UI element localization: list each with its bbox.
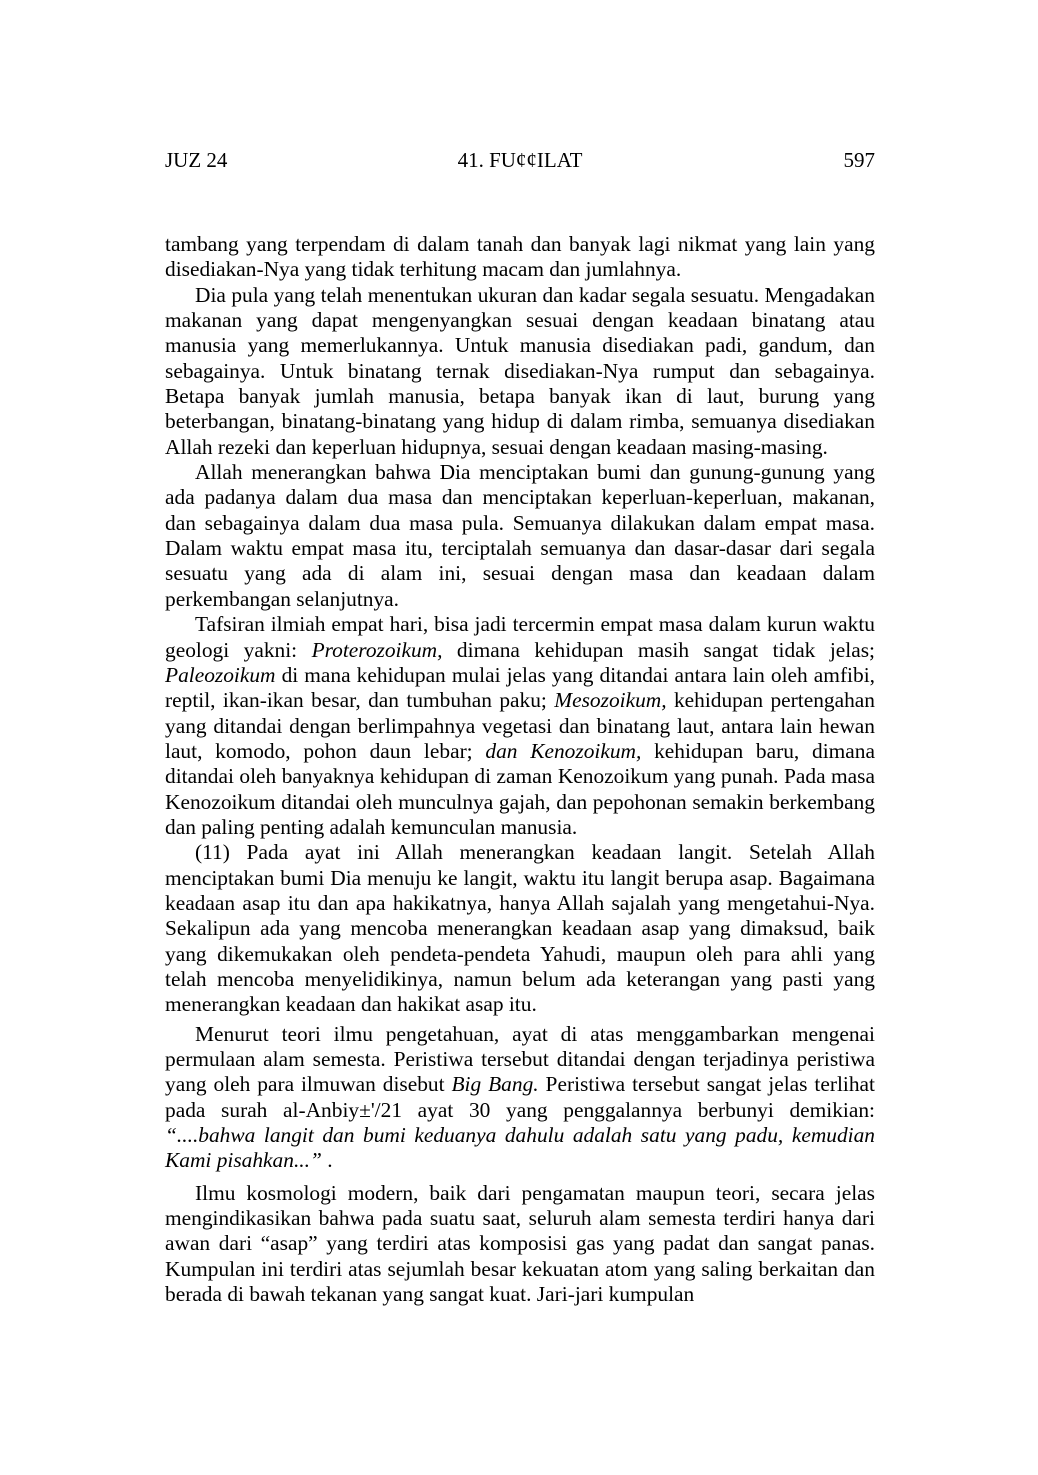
term-paleozoikum: Paleozoikum bbox=[165, 662, 276, 687]
term-proterozoikum: Proterozoikum, bbox=[311, 637, 443, 662]
term-kenozoikum: dan Kenozoikum, bbox=[485, 738, 642, 763]
paragraph-3: Allah menerangkan bahwa Dia menciptakan bumi dan gunung-gunung yang ada padanya dalam dua masa dan menciptakan keperluan-keperluan, makanan, dan sebagainya dalam dua masa pula. Semuanya dilakukan dalam empat masa. Dalam waktu empat masa itu, terciptalah semuanya dan dasar-dasar dari segala sesuatu yang ada di alam ini, sesuai dengan masa dan keadaan dalam perkembangan selanjutnya. bbox=[165, 460, 875, 611]
paragraph-5: (11) Pada ayat ini Allah menerangkan keadaan langit. Setelah Allah menciptakan bumi Dia menuju ke langit, waktu itu langit berupa asap. Bagaimana keadaan asap itu dan apa hakikatnya, hanya Allah sajalah yang mengetahui-Nya. Sekalipun ada yang mencoba menerangkan keadaan asap yang dimaksud, baik yang dikemukakan oleh pendeta-pendeta Yahudi, maupun oleh para ahli yang telah mencoba menyelidikinya, namun belum ada keterangan yang pasti yang menerangkan keadaan dan hakikat asap itu. bbox=[165, 840, 875, 1017]
paragraph-2: Dia pula yang telah menentukan ukuran dan kadar segala sesuatu. Mengadakan makanan yang dapat mengenyangkan sesuai dengan keadaan binatang atau manusia yang memerlukannya. Untuk manusia disediakan padi, gandum, dan sebagainya. Untuk binatang ternak disediakan-Nya rumput dan sebagainya. Betapa banyak jumlah manusia, betapa banyak ikan di laut, burung yang beterbangan, binatang-binatang yang hidup di dalam rimba, semuanya disediakan Allah rezeki dan keperluan hidupnya, sesuai dengan keadaan masing-masing. bbox=[165, 282, 875, 459]
term-big-bang: Big Bang. bbox=[451, 1072, 539, 1097]
paragraph-4 bbox=[165, 612, 875, 840]
verse-quote: “....bahwa langit dan bumi keduanya dahulu adalah satu yang padu, kemudian Kami pisahkan...” bbox=[165, 1123, 875, 1173]
page-number: 597 bbox=[843, 148, 875, 172]
surah-title: 41. FU¢¢ILAT bbox=[457, 148, 583, 172]
term-mesozoikum: Mesozoikum, bbox=[554, 688, 667, 713]
paragraph-6-text: . bbox=[327, 1148, 333, 1173]
paragraph-6-text: Menurut teori ilmu pengetahuan, ayat di atas menggambarkan mengenai permulaan alam semesta. Peristiwa tersebut ditandai dengan terjadinya peristiwa yang oleh para ilmuwan disebut bbox=[165, 1021, 875, 1097]
juz-label: JUZ 24 bbox=[165, 148, 228, 172]
paragraph-4-text: di mana kehidupan mulai jelas yang ditandai antara lain oleh amfibi, reptil, ikan-ikan besar, dan tumbuhan paku; bbox=[165, 662, 875, 713]
paragraph-4-text: Tafsiran ilmiah empat hari, bisa jadi tercermin empat masa dalam kurun waktu geologi yakni: bbox=[165, 612, 875, 662]
running-header bbox=[165, 146, 875, 174]
paragraph-4-text: dimana kehidupan masih sangat tidak jelas; bbox=[442, 637, 875, 662]
paragraph-1: tambang yang terpendam di dalam tanah dan banyak lagi nikmat yang lain yang disediakan-Nya yang tidak terhitung macam dan jumlahnya. bbox=[165, 232, 875, 282]
paragraph-6 bbox=[165, 1022, 875, 1174]
paragraph-7: Ilmu kosmologi modern, baik dari pengamatan maupun teori, secara jelas mengindikasikan bahwa pada suatu saat, seluruh alam semesta terdiri hanya dari awan dari “asap” yang terdiri atas komposisi gas yang padat dan sangat panas. Kumpulan ini terdiri atas sejumlah besar kekuatan atom yang saling berkaitan dan berada di bawah tekanan yang sangat kuat. Jari-jari kumpulan bbox=[165, 1180, 875, 1307]
body-text bbox=[165, 232, 875, 1307]
paragraph-4-text: kehidupan baru, dimana ditandai oleh banyaknya kehidupan di zaman Kenozoikum yang punah. Pada masa Kenozoikum ditandai oleh munculnya gajah, dan pepohonan semakin berkembang dan paling penting adalah kemunculan manusia. bbox=[165, 738, 875, 839]
paragraph-6-text: Peristiwa tersebut sangat jelas terlihat pada surah al-Anbiy±'/21 ayat 30 yang penggalannya berbunyi demikian: bbox=[165, 1072, 875, 1122]
paragraph-4-text: kehidupan pertengahan yang ditandai dengan berlimpahnya vegetasi dan binatang laut, antara lain hewan laut, komodo, pohon daun lebar; bbox=[165, 688, 875, 763]
